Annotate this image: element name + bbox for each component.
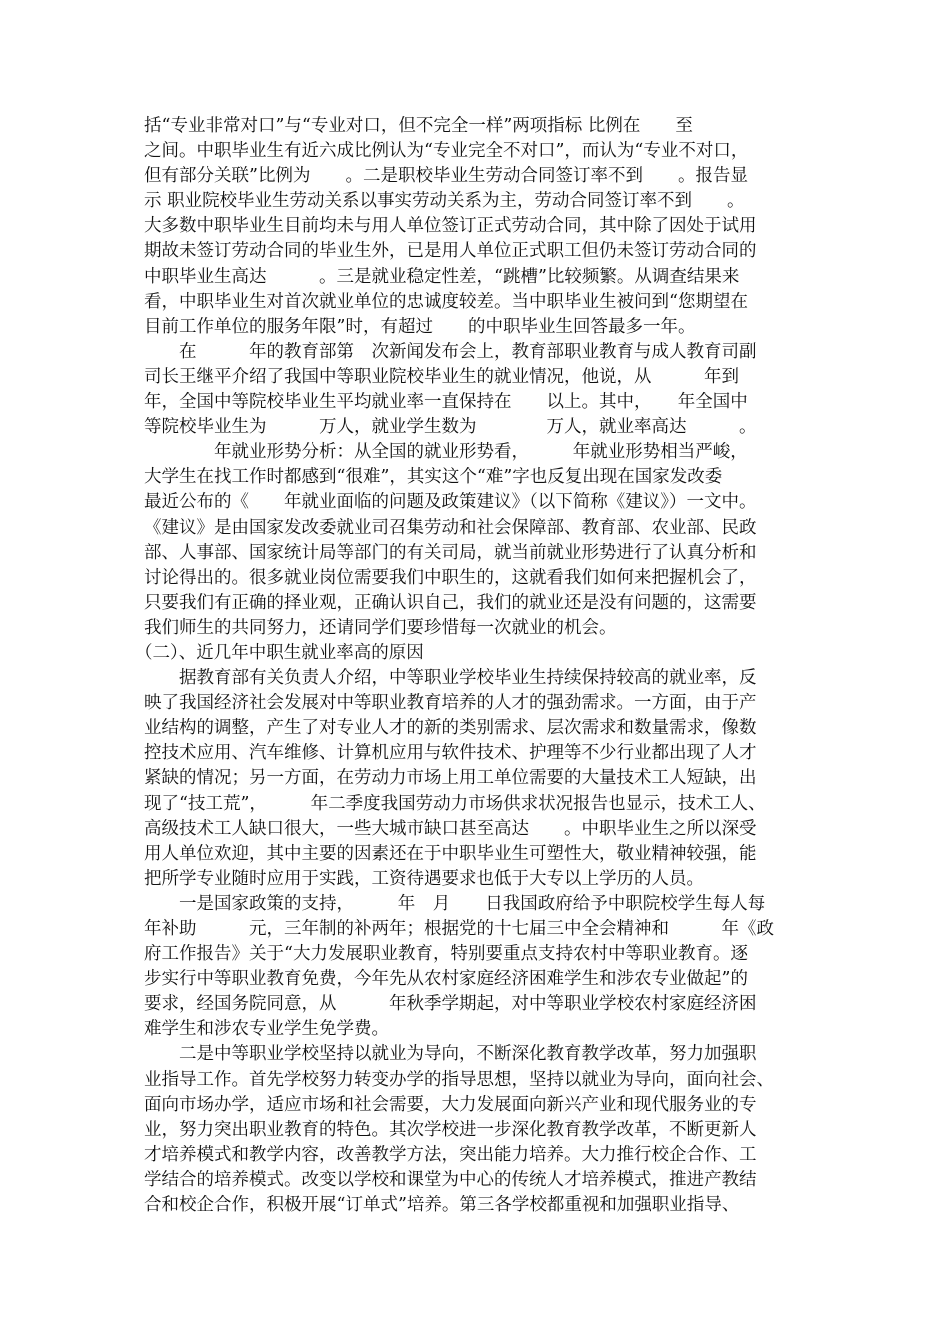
- text-line: 大学生在找工作时都感到“很难”，其实这个“难”字也反复出现在国家发改委: [144, 467, 723, 488]
- text-line: 面向市场办学，适应市场和社会需要，大力发展面向新兴产业和现代服务业的专: [144, 1094, 757, 1115]
- document-body: [135, 114, 809, 1218]
- text-line: 控技术应用、汽车维修、计算机应用与软件技术、护理等不少行业都出现了人才: [144, 743, 757, 764]
- text-line: 一是国家政策的支持， 年 月 日我国政府给予中职院校学生每人每: [144, 893, 766, 914]
- text-line: 把所学专业随时应用于实践，工资待遇要求也低于大专以上学历的人员。: [144, 868, 704, 889]
- text-line: 难学生和涉农专业学生免学费。: [144, 1019, 389, 1040]
- text-line: 年，全国中等院校毕业生平均就业率一直保持在 以上。其中， 年全国中: [144, 392, 748, 413]
- text-line: 二是中等职业学校坚持以就业为导向，不断深化教育教学改革，努力加强职: [144, 1044, 757, 1065]
- text-line: 业指导工作。首先学校努力转变办学的指导思想，坚持以就业为导向，面向社会、: [144, 1069, 774, 1090]
- text-line: 年就业形势分析：从全国的就业形势看， 年就业形势相当严峻，: [144, 442, 748, 463]
- text-line: 在 年的教育部第 次新闻发布会上，教育部职业教育与成人教育司副: [144, 341, 757, 362]
- text-line: 最近公布的《 年就业面临的问题及政策建议》（以下简称《建议》）一文中。: [144, 492, 757, 513]
- text-line: 现了“技工荒”， 年二季度我国劳动力市场供求状况报告也显示，技术工人、: [144, 793, 766, 814]
- text-line: 据教育部有关负责人介绍，中等职业学校毕业生持续保持较高的就业率，反: [144, 668, 757, 689]
- text-line: 紧缺的情况；另一方面，在劳动力市场上用工单位需要的大量技术工人短缺，出: [144, 768, 757, 789]
- text-line: 司长王继平介绍了我国中等职业院校毕业生的就业情况，他说，从 年到: [144, 366, 739, 387]
- text-line: 看，中职毕业生对首次就业单位的忠诚度较差。当中职毕业生被问到“您期望在: [144, 291, 748, 312]
- text-line: 业结构的调整，产生了对专业人才的新的类别需求、层次需求和数量需求，像数: [144, 718, 757, 739]
- text-line: 合和校企合作，积极开展“订单式”培养。第三各学校都重视和加强职业指导、: [144, 1195, 740, 1216]
- text-line: 但有部分关联”比例为 。二是职校毕业生劳动合同签订率不到 。报告显: [144, 166, 748, 187]
- text-line: 高级技术工人缺口很大，一些大城市缺口甚至高达 。中职毕业生之所以深受: [144, 818, 757, 839]
- text-line: 《建议》是由国家发改委就业司召集劳动和社会保障部、教育部、农业部、民政: [144, 517, 757, 538]
- text-line: 示 职业院校毕业生劳动关系以事实劳动关系为主，劳动合同签订率不到 。: [144, 191, 745, 212]
- text-line: 学结合的培养模式。改变以学校和课堂为中心的传统人才培养模式，推进产教结: [144, 1169, 757, 1190]
- text-line: 等院校毕业生为 万人，就业学生数为 万人，就业率高达 。: [144, 417, 757, 438]
- text-line: 大多数中职毕业生目前均未与用人单位签订正式劳动合同，其中除了因处于试用: [144, 216, 757, 237]
- text-line: 部、人事部、国家统计局等部门的有关司局，就当前就业形势进行了认真分析和: [144, 542, 757, 563]
- text-line: 中职毕业生高达 。三是就业稳定性差，“跳槽”比较频繁。从调查结果来: [144, 266, 740, 287]
- paragraph-block-1: [144, 114, 809, 641]
- text-line: 用人单位欢迎，其中主要的因素还在于中职毕业生可塑性大，敬业精神较强，能: [144, 843, 757, 864]
- text-line: 映了我国经济社会发展对中等职业教育培养的人才的强劲需求。一方面，由于产: [144, 693, 757, 714]
- text-line: 府工作报告》关于“大力发展职业教育，特别要重点支持农村中等职业教育。逐: [144, 944, 748, 965]
- text-line: 步实行中等职业教育免费，今年先从农村家庭经济困难学生和涉农专业做起”的: [144, 969, 748, 990]
- section-heading: （二）、近几年中职生就业率高的原因: [135, 642, 424, 663]
- text-line: 目前工作单位的服务年限”时，有超过 的中职毕业生回答最多一年。: [144, 316, 696, 337]
- text-line: 只要我们有正确的择业观，正确认识自己，我们的就业还是没有问题的，这需要: [144, 592, 757, 613]
- text-line: 年补助 元，三年制的补两年；根据党的十七届三中全会精神和 年《政: [144, 919, 774, 939]
- text-line: 括“专业非常对口”与“专业对口，但不完全一样”两项指标 比例在 至: [144, 116, 693, 136]
- text-line: 业，努力突出职业教育的特色。其次学校进一步深化教育教学改革，不断更新人: [144, 1119, 757, 1140]
- text-line: 要求，经国务院同意，从 年秋季学期起，对中等职业学校农村家庭经济困: [144, 994, 757, 1015]
- text-line: 我们师生的共同努力，还请同学们要珍惜每一次就业的机会。: [144, 617, 617, 638]
- text-line: 期故未签订劳动合同的毕业生外，已是用人单位正式职工但仍未签订劳动合同的: [144, 241, 757, 262]
- paragraph-block-2: [144, 666, 809, 1218]
- text-line: 之间。中职毕业生有近六成比例认为“专业完全不对口”，而认为“专业不对口，: [144, 141, 749, 162]
- text-line: 才培养模式和教学内容，改善教学方法，突出能力培养。大力推行校企合作、工: [144, 1144, 757, 1165]
- text-line: 讨论得出的。很多就业岗位需要我们中职生的，这就看我们如何来把握机会了，: [144, 567, 757, 588]
